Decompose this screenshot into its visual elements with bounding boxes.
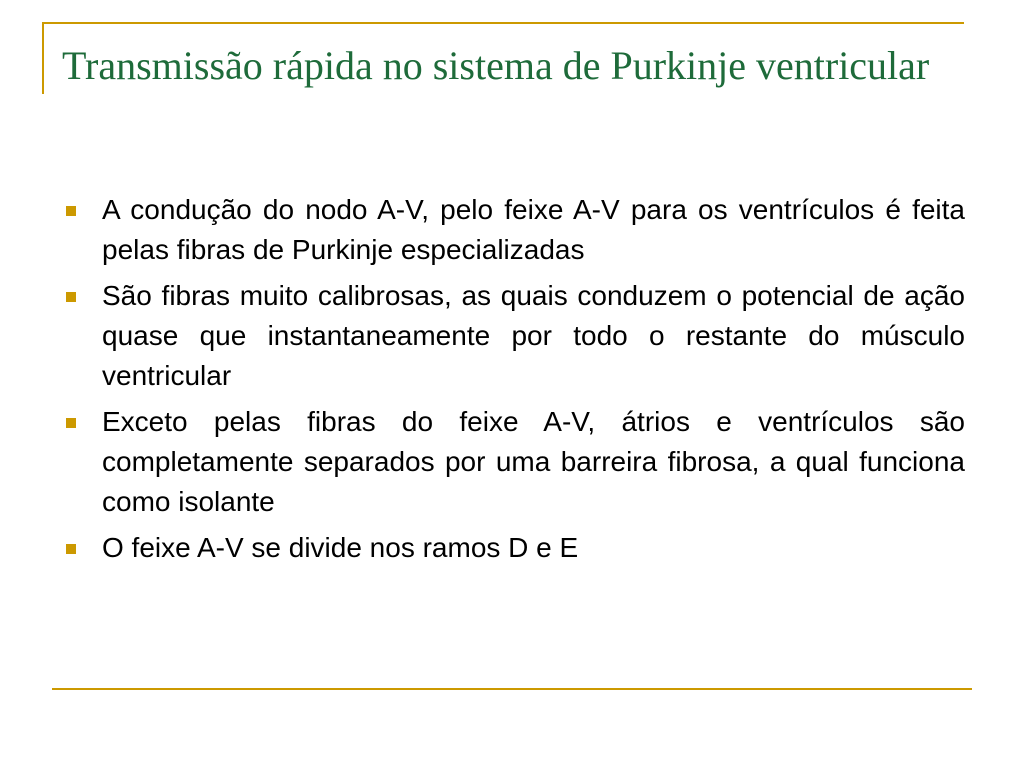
frame-line-top	[42, 22, 964, 24]
bullet-item	[62, 190, 965, 270]
square-bullet-icon	[66, 418, 76, 428]
square-bullet-icon	[66, 206, 76, 216]
square-bullet-icon	[66, 544, 76, 554]
frame-line-left	[42, 22, 44, 94]
square-bullet-icon	[66, 292, 76, 302]
bullet-text: O feixe A-V se divide nos ramos D e E	[102, 532, 579, 563]
bullet-list	[62, 190, 965, 574]
slide-title: Transmissão rápida no sistema de Purkinje ventricular	[62, 43, 930, 88]
bullet-item	[62, 276, 965, 396]
bullet-item	[62, 528, 965, 568]
bullet-text: São fibras muito calibrosas, as quais conduzem o potencial de ação quase que instantaneamente por todo o restante do músculo ventricular	[102, 280, 965, 391]
bullet-text: Exceto pelas fibras do feixe A-V, átrios e ventrículos são completamente separados por uma barreira fibrosa, a qual funciona como isolante	[102, 406, 965, 517]
footer-divider	[52, 688, 972, 690]
bullet-text: A condução do nodo A-V, pelo feixe A-V para os ventrículos é feita pelas fibras de Purkinje especializadas	[102, 194, 965, 265]
bullet-item	[62, 402, 965, 522]
